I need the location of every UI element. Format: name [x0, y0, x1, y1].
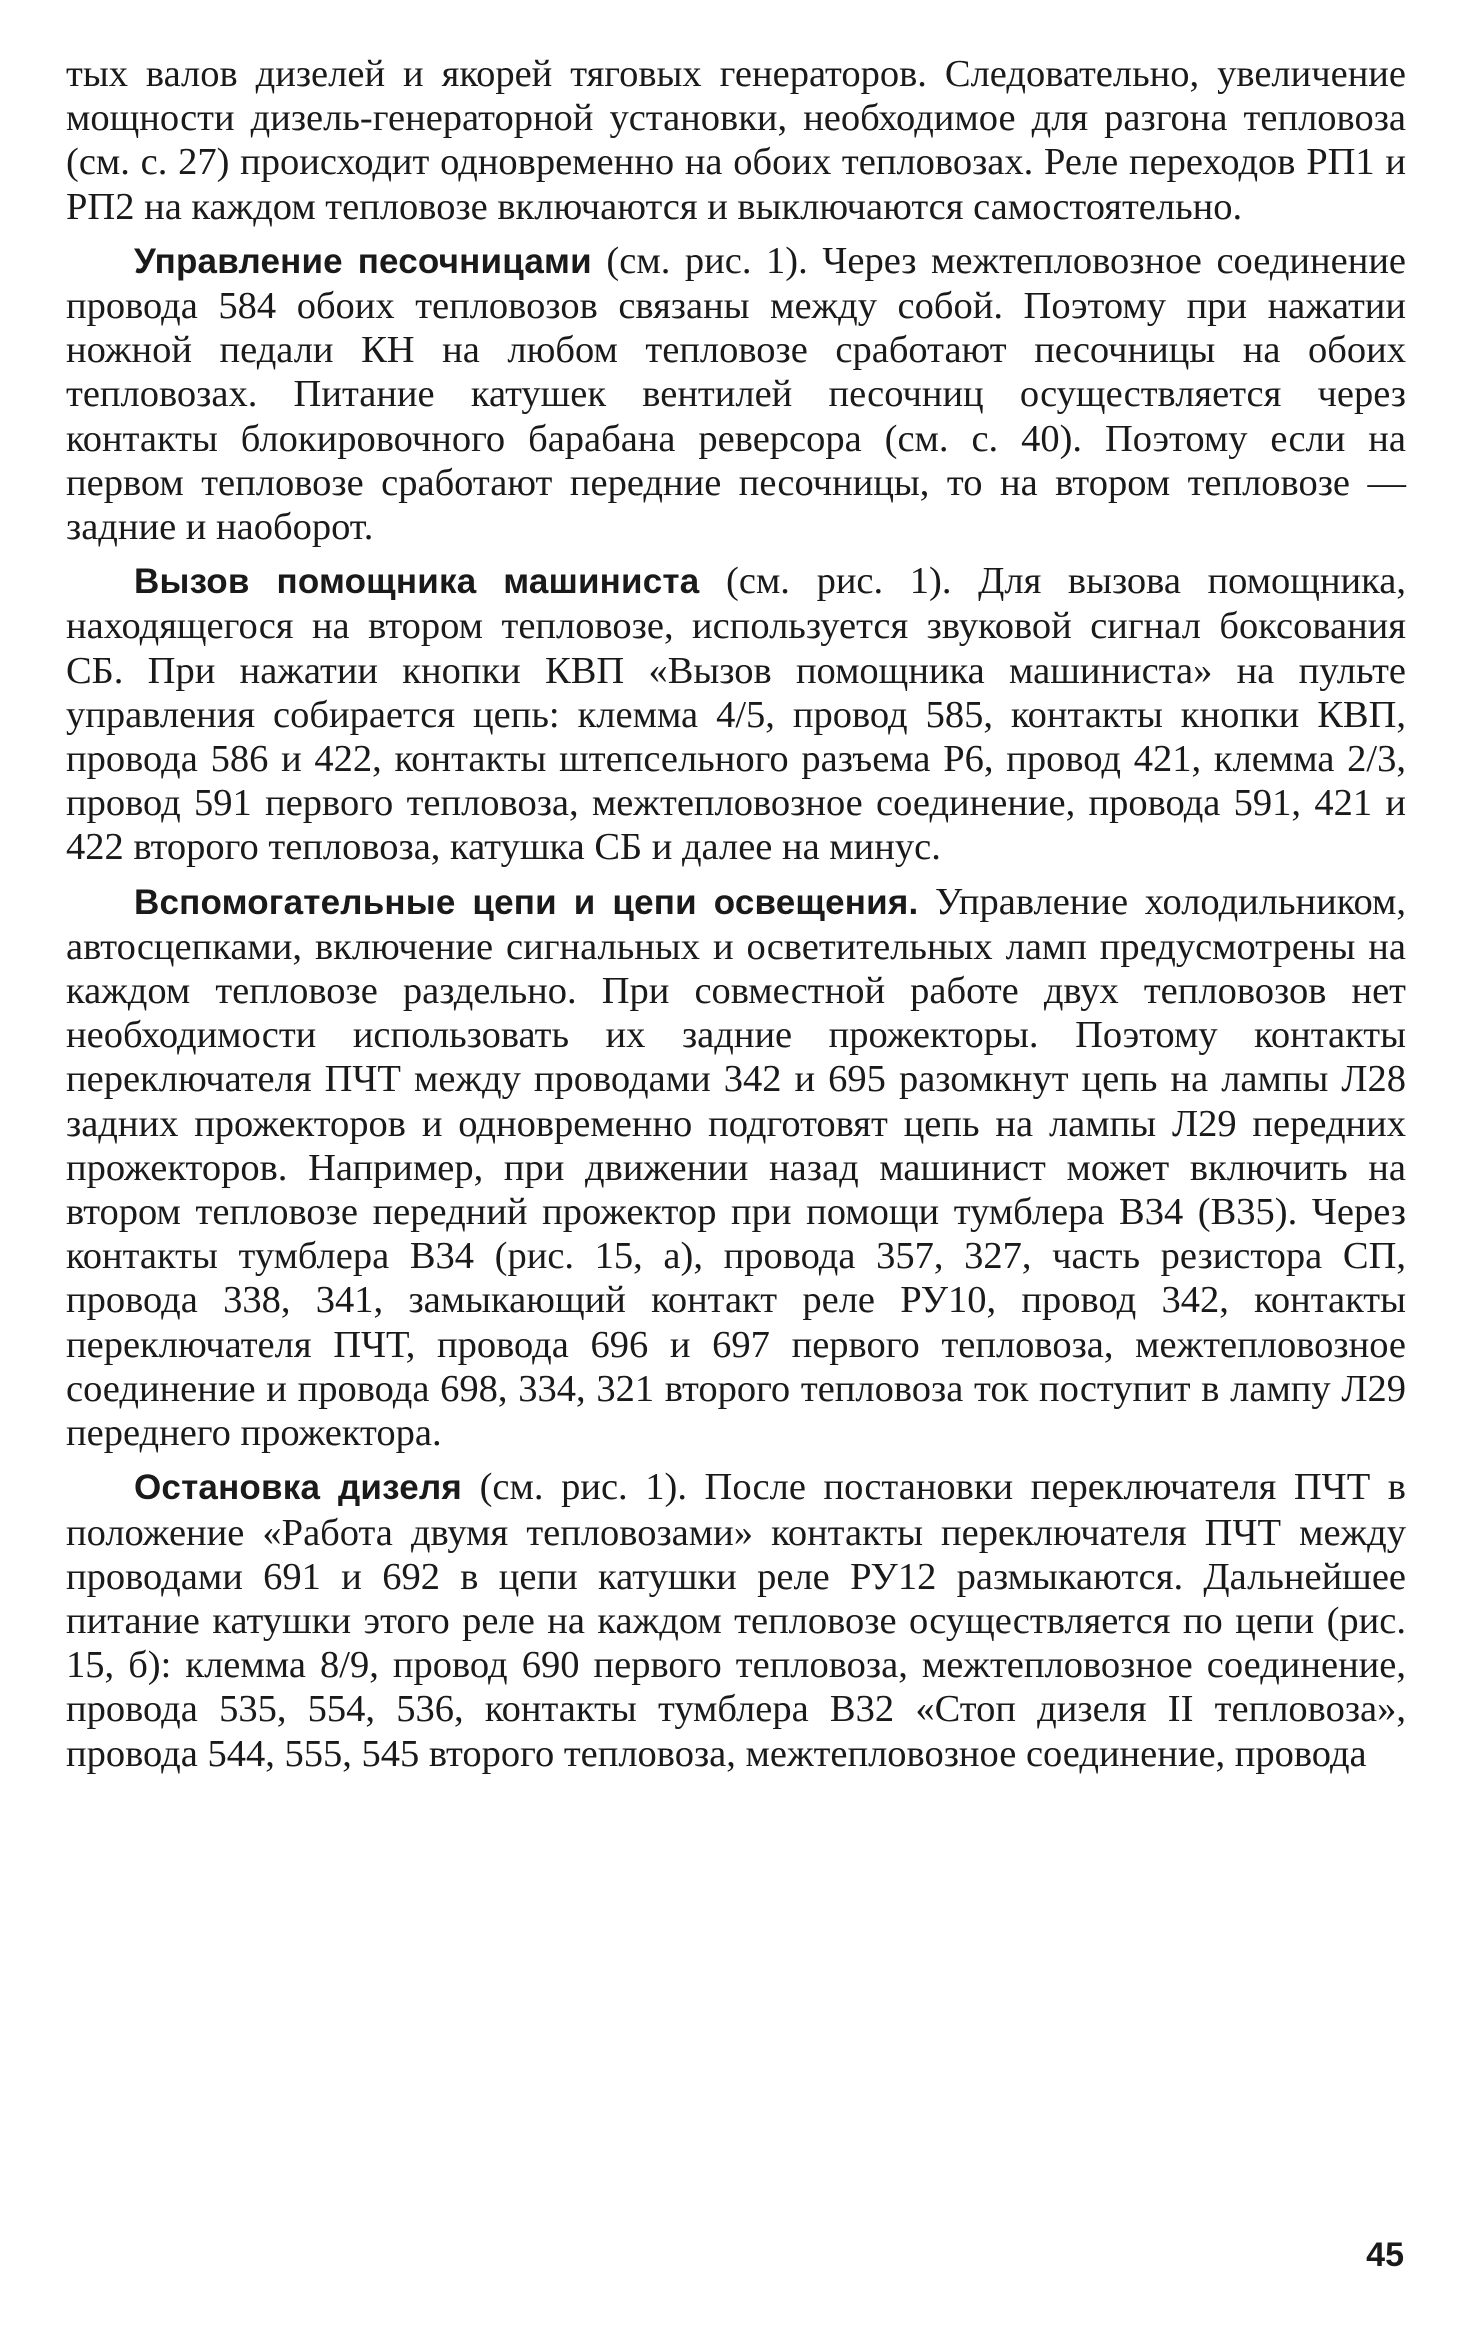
- section-heading: Вызов помощника машиниста: [134, 562, 700, 602]
- paragraph-text: (см. рис. 1). Через межтепловозное соединение провода 584 обоих тепловозов связаны между собой. Поэтому при нажатии ножной педали КН на любом тепловозе сработают песочницы на обоих тепловозах. Питание катушек вентилей песочниц осуществляется через контакты блокировочного барабана реверсора (см. с. 40). Поэтому если на первом тепловозе сработают передние песочницы, то на втором тепловозе — задние и наоборот.: [66, 239, 1407, 549]
- section-heading: Управление песочницами: [134, 241, 592, 281]
- paragraph-assistant-call: [66, 559, 1406, 869]
- page-number: 45: [1366, 2236, 1404, 2274]
- paragraph-continuation: [66, 52, 1406, 229]
- page-body: [66, 52, 1406, 1786]
- paragraph-sanders: [66, 239, 1406, 549]
- paragraph-diesel-stop: [66, 1465, 1406, 1775]
- paragraph-text: (см. рис. 1). После постановки переключателя ПЧТ в положение «Работа двумя тепловозами» контакты переключателя ПЧТ между проводами 691 и 692 в цепи катушки реле РУ12 размыкаются. Дальнейшее питание катушки этого реле на каждом тепловозе осуществляется по цепи (рис. 15, б): клемма 8/9, провод 690 первого тепловоза, межтепловозное соединение, провода 535, 554, 536, контакты тумблера В32 «Стоп дизеля II тепловоза», провода 544, 555, 545 второго тепловоза, межтепловозное соединение, провода: [66, 1466, 1406, 1775]
- paragraph-text: тых валов дизелей и якорей тяговых генераторов. Следовательно, увеличение мощности дизель-генераторной установки, необходимое для разгона тепловоза (см. с. 27) происходит одновременно на обоих тепловозах. Реле переходов РП1 и РП2 на каждом тепловозе включаются и выключаются самостоятельно.: [66, 53, 1406, 228]
- paragraph-text: Управление холодильником, автосцепками, включение сигнальных и осветительных ламп предусмотрены на каждом тепловозе раздельно. При совместной работе двух тепловозов нет необходимости использовать их задние прожекторы. Поэтому контакты переключателя ПЧТ между проводами 342 и 695 разомкнут цепь на лампы Л28 задних прожекторов и одновременно подготовят цепь на лампы Л29 передних прожекторов. Например, при движении назад машинист может включить на втором тепловозе передний прожектор при помощи тумблера В34 (В35). Через контакты тумблера В34 (рис. 15, а), провода 357, 327, часть резистора СП, провода 338, 341, замыкающий контакт реле РУ10, провод 342, контакты переключателя ПЧТ, провода 696 и 697 первого тепловоза, межтепловозное соединение и провода 698, 334, 321 второго тепловоза ток поступит в лампу Л29 переднего прожектора.: [66, 880, 1406, 1455]
- section-heading: Вспомогательные цепи и цепи освещения.: [134, 882, 919, 922]
- section-heading: Остановка дизеля: [134, 1468, 462, 1508]
- paragraph-text: (см. рис. 1). Для вызова помощника, находящегося на втором тепловозе, используется звуковой сигнал боксования СБ. При нажатии кнопки КВП «Вызов помощника машиниста» на пульте управления собирается цепь: клемма 4/5, провод 585, контакты кнопки КВП, провода 586 и 422, контакты штепсельного разъема Р6, провод 421, клемма 2/3, провод 591 первого тепловоза, межтепловозное соединение, провода 591, 421 и 422 второго тепловоза, катушка СБ и далее на минус.: [66, 560, 1406, 869]
- paragraph-auxiliary-circuits: [66, 880, 1406, 1456]
